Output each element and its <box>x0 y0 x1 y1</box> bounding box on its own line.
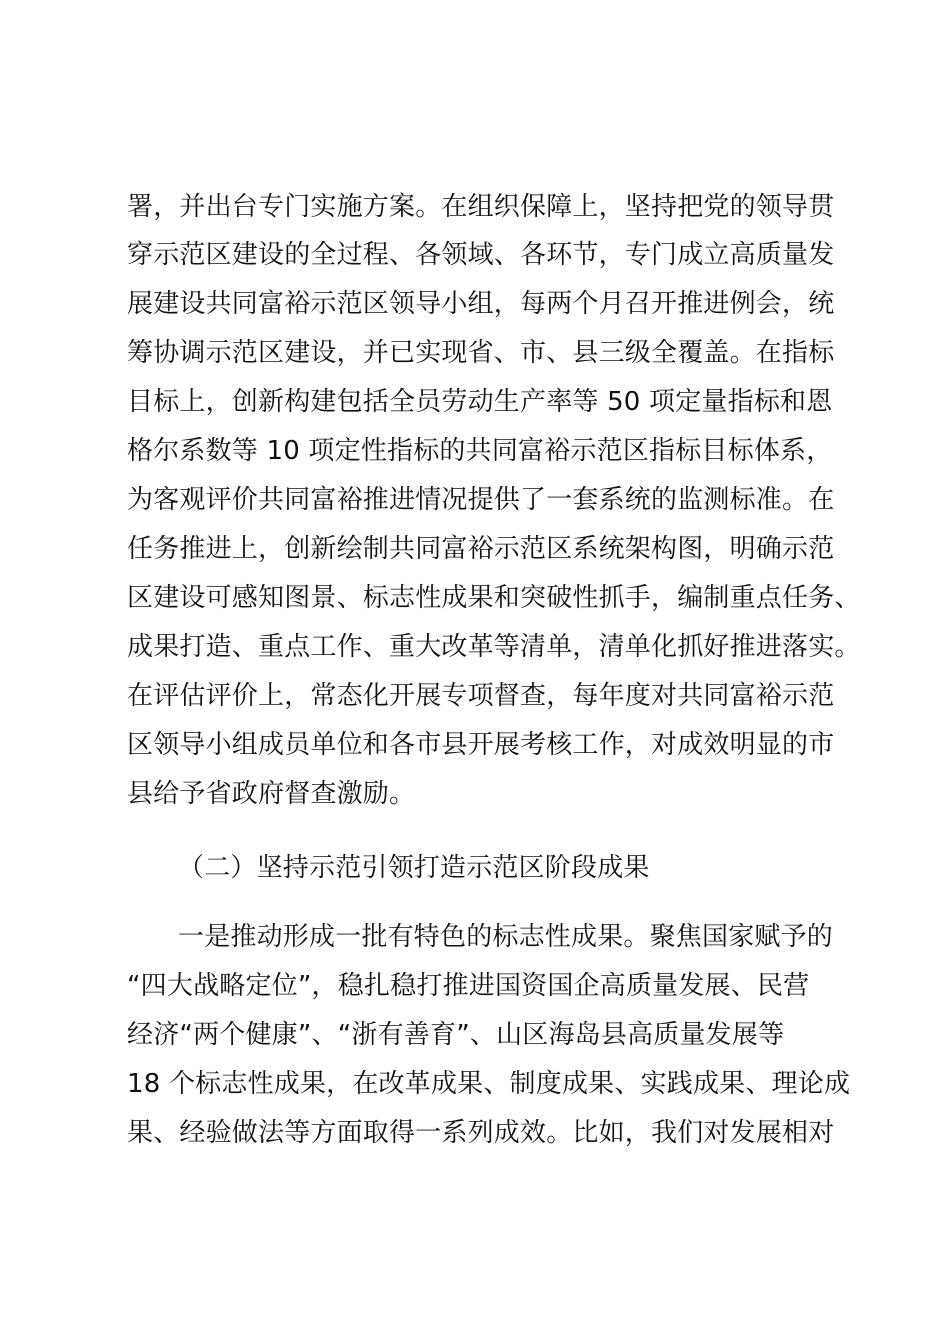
text-line: 目标上，创新构建包括全员劳动生产率等 50 项定量指标和恩 <box>127 387 833 417</box>
section-heading: （二）坚持示范引领打造示范区阶段成果 <box>178 853 650 883</box>
text-line: 展建设共同富裕示范区领导小组，每两个月召开推进例会，统 <box>127 289 835 319</box>
text-line: 县给予省政府督查激励。 <box>127 779 416 809</box>
text-line: “四大战略定位”，稳扎稳打推进国资国企高质量发展、民营 <box>127 971 810 1001</box>
text-line: 穿示范区建设的全过程、各领域、各环节，专门成立高质量发 <box>127 240 835 270</box>
text-line: 为客观评价共同富裕推进情况提供了一套系统的监测标准。在 <box>127 485 835 515</box>
text-line: 成果打造、重点工作、重大改革等清单，清单化抓好推进落实。 <box>127 632 861 662</box>
text-line: 格尔系数等 10 项定性指标的共同富裕示范区指标目标体系， <box>127 436 833 466</box>
text-line: 任务推进上，创新绘制共同富裕示范区系统架构图，明确示范 <box>127 534 835 564</box>
text-line: 区领导小组成员单位和各市县开展考核工作，对成效明显的市 <box>127 730 835 760</box>
text-line: 经济“两个健康”、“浙有善育”、山区海岛县高质量发展等 <box>127 1020 785 1050</box>
text-line: 在评估评价上，常态化开展专项督查，每年度对共同富裕示范 <box>127 681 835 711</box>
text-line: 18 个标志性成果，在改革成果、制度成果、实践成果、理论成 <box>127 1069 851 1099</box>
text-line: 筹协调示范区建设，并已实现省、市、县三级全覆盖。在指标 <box>127 338 835 368</box>
text-line: 署，并出台专门实施方案。在组织保障上，坚持把党的领导贯 <box>127 192 835 222</box>
text-line: 区建设可感知图景、标志性成果和突破性抓手，编制重点任务、 <box>127 583 861 613</box>
text-line: 果、经验做法等方面取得一系列成效。比如，我们对发展相对 <box>127 1118 835 1148</box>
text-line: 一是推动形成一批有特色的标志性成果。聚焦国家赋予的 <box>178 922 834 952</box>
